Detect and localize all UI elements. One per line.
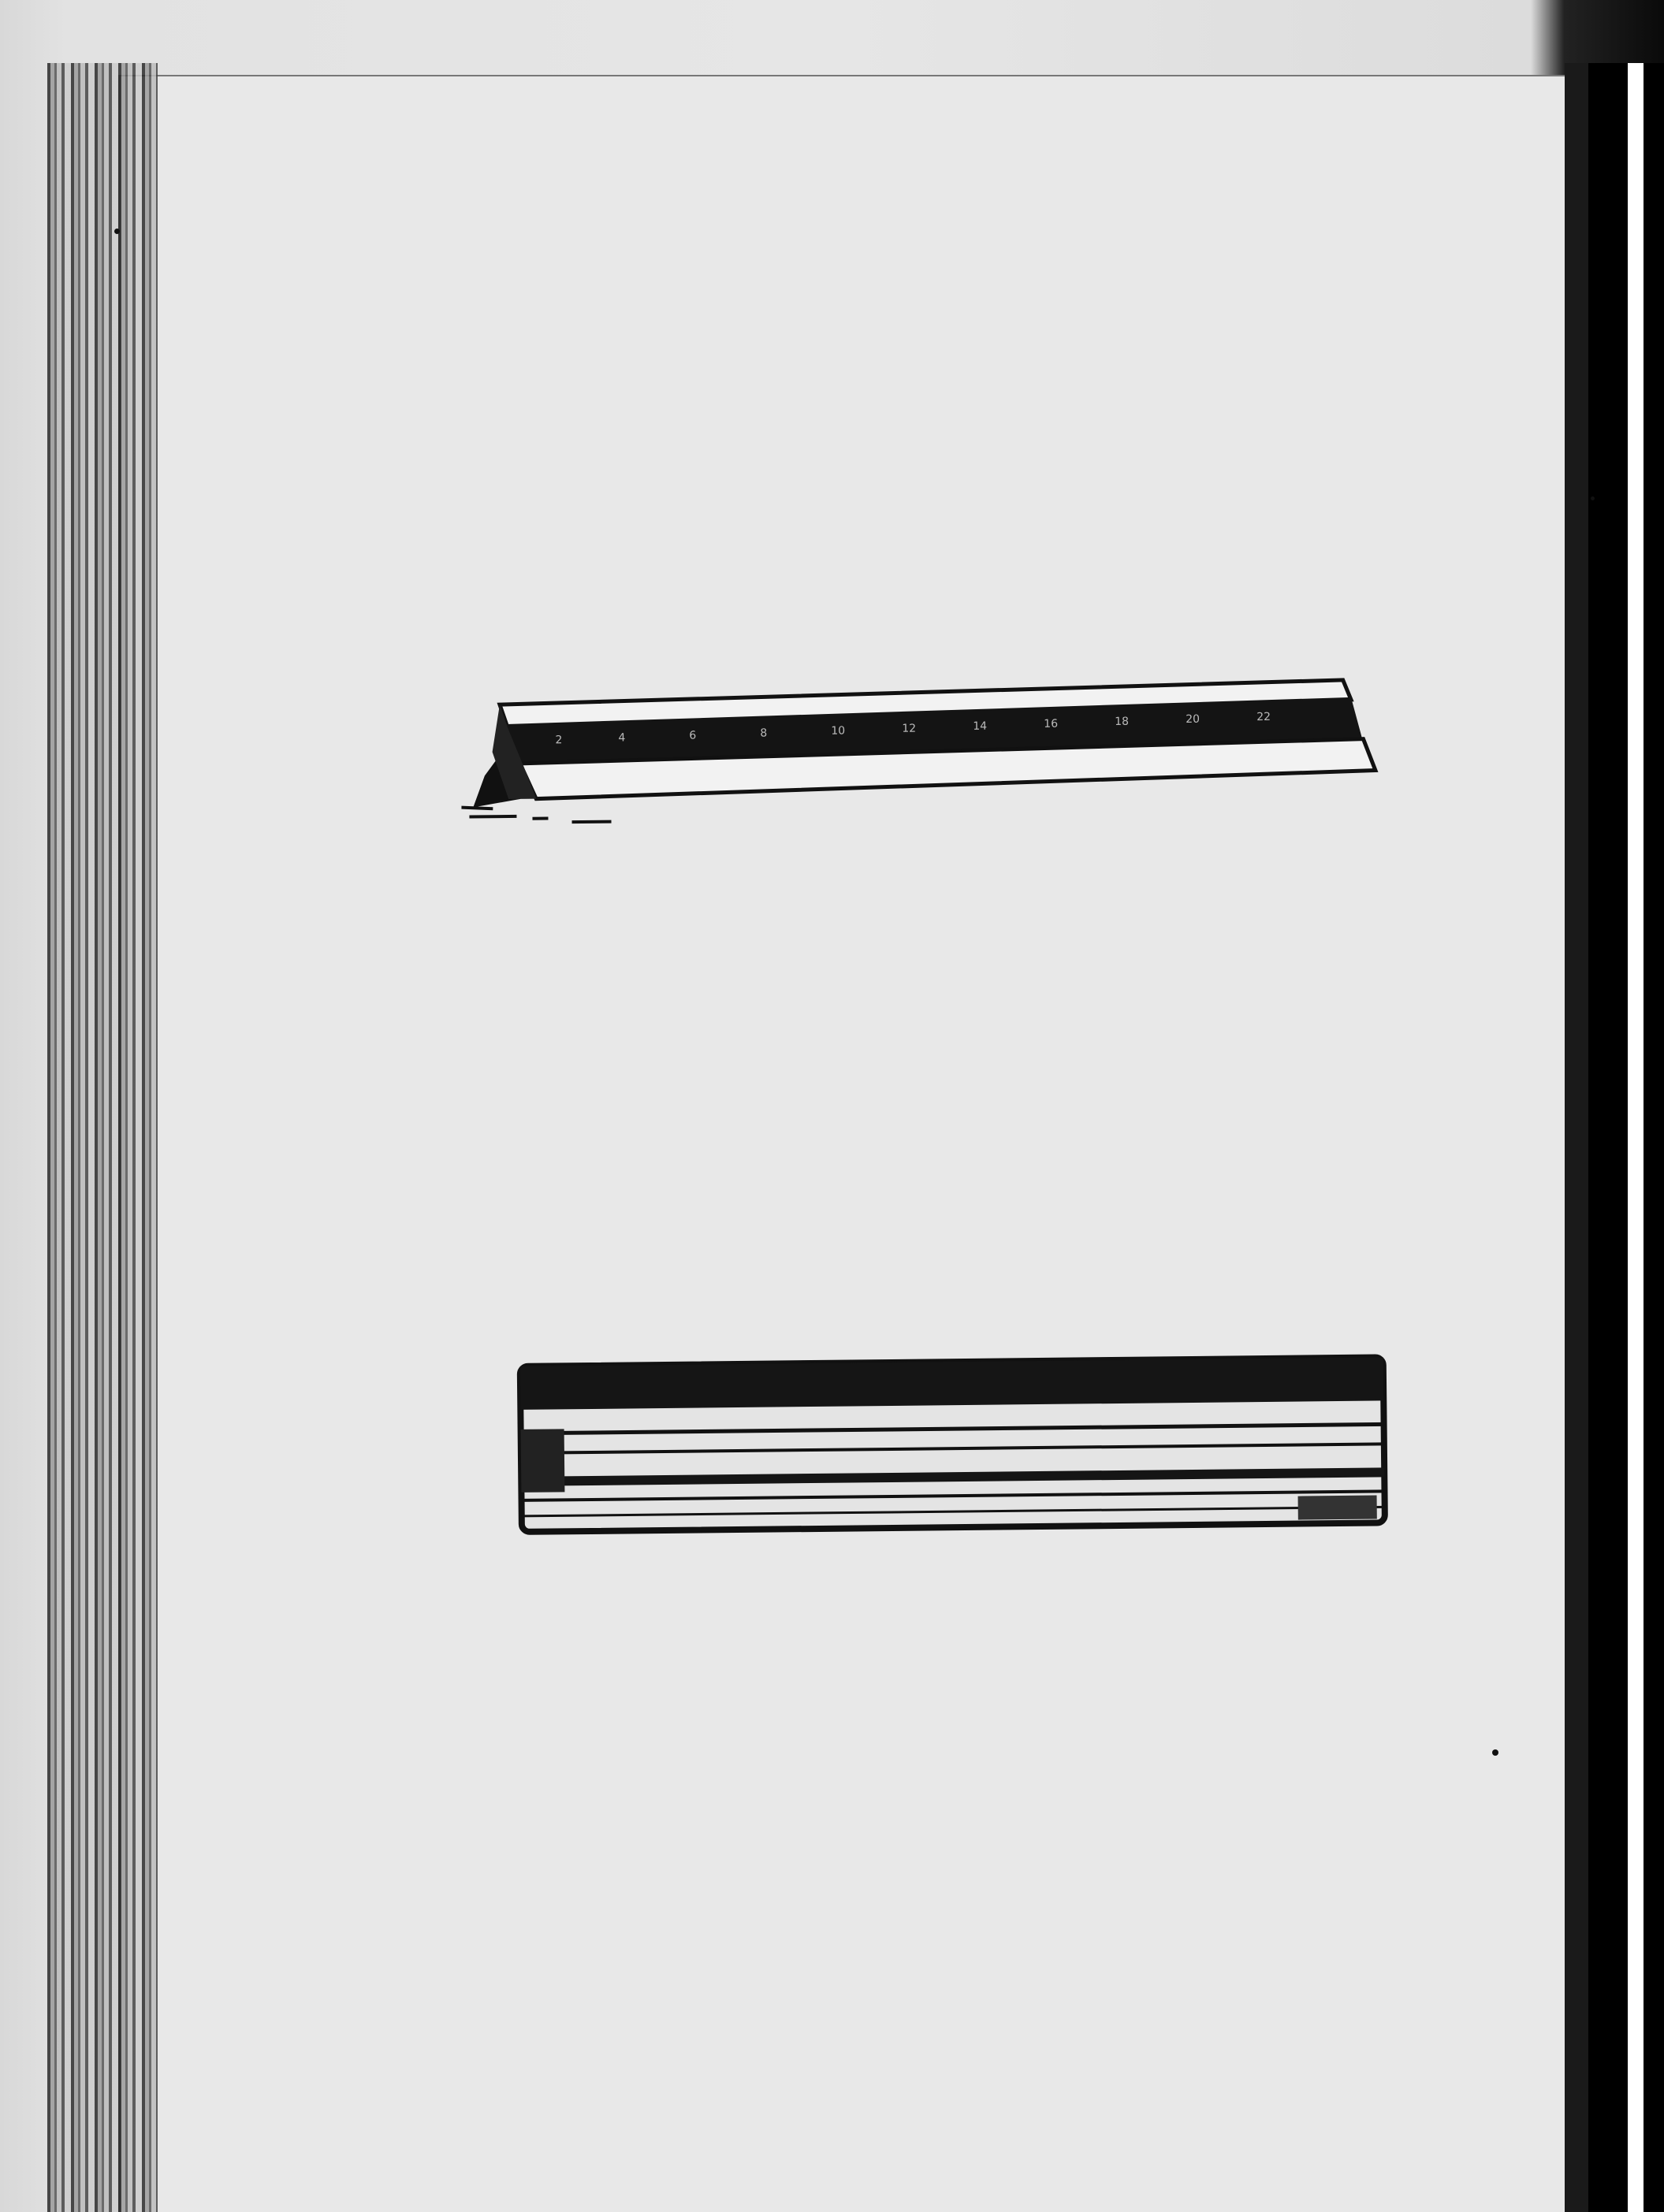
svg-text:22: 22 bbox=[1256, 710, 1271, 724]
paragraph bbox=[441, 339, 1421, 641]
text-line bbox=[443, 572, 1421, 641]
svg-text:18: 18 bbox=[1115, 715, 1130, 728]
dust-speck bbox=[114, 229, 120, 234]
text-line bbox=[442, 455, 1420, 524]
svg-text:2: 2 bbox=[555, 734, 563, 747]
text-line bbox=[455, 1671, 1433, 1740]
text-line bbox=[447, 900, 1425, 968]
dust-speck bbox=[1591, 496, 1595, 500]
text-line bbox=[443, 514, 1421, 582]
text-line bbox=[456, 1846, 1435, 1915]
paragraph bbox=[450, 1192, 1428, 1318]
figure-14-triangular-scale bbox=[460, 671, 1392, 831]
svg-text:20: 20 bbox=[1186, 712, 1201, 727]
paragraph bbox=[454, 1613, 1435, 1915]
text-line bbox=[456, 1730, 1434, 1798]
svg-text:16: 16 bbox=[1044, 717, 1059, 731]
text-line bbox=[441, 339, 1419, 407]
text-line bbox=[448, 1017, 1426, 1085]
svg-text:14: 14 bbox=[973, 719, 988, 733]
text-line bbox=[450, 1250, 1428, 1318]
svg-text:12: 12 bbox=[902, 722, 917, 735]
text-line bbox=[456, 1788, 1434, 1857]
text-line bbox=[449, 1133, 1428, 1202]
page-content bbox=[432, 246, 1452, 2069]
text-line bbox=[450, 1192, 1428, 1260]
text-line bbox=[447, 958, 1425, 1027]
text-line bbox=[449, 1075, 1427, 1143]
svg-text:6: 6 bbox=[689, 729, 697, 742]
svg-text:10: 10 bbox=[831, 724, 846, 738]
book-binding-edge bbox=[47, 63, 158, 2212]
page-header bbox=[435, 262, 1303, 319]
text-line bbox=[441, 397, 1420, 466]
text-line bbox=[454, 1613, 1432, 1682]
svg-text:8: 8 bbox=[760, 727, 768, 740]
svg-text:4: 4 bbox=[618, 731, 626, 745]
page-right-edge bbox=[1565, 63, 1664, 2212]
paragraph bbox=[447, 900, 1428, 1202]
dust-speck bbox=[1492, 1749, 1498, 1756]
figure-15-flat-scale bbox=[516, 1349, 1393, 1540]
